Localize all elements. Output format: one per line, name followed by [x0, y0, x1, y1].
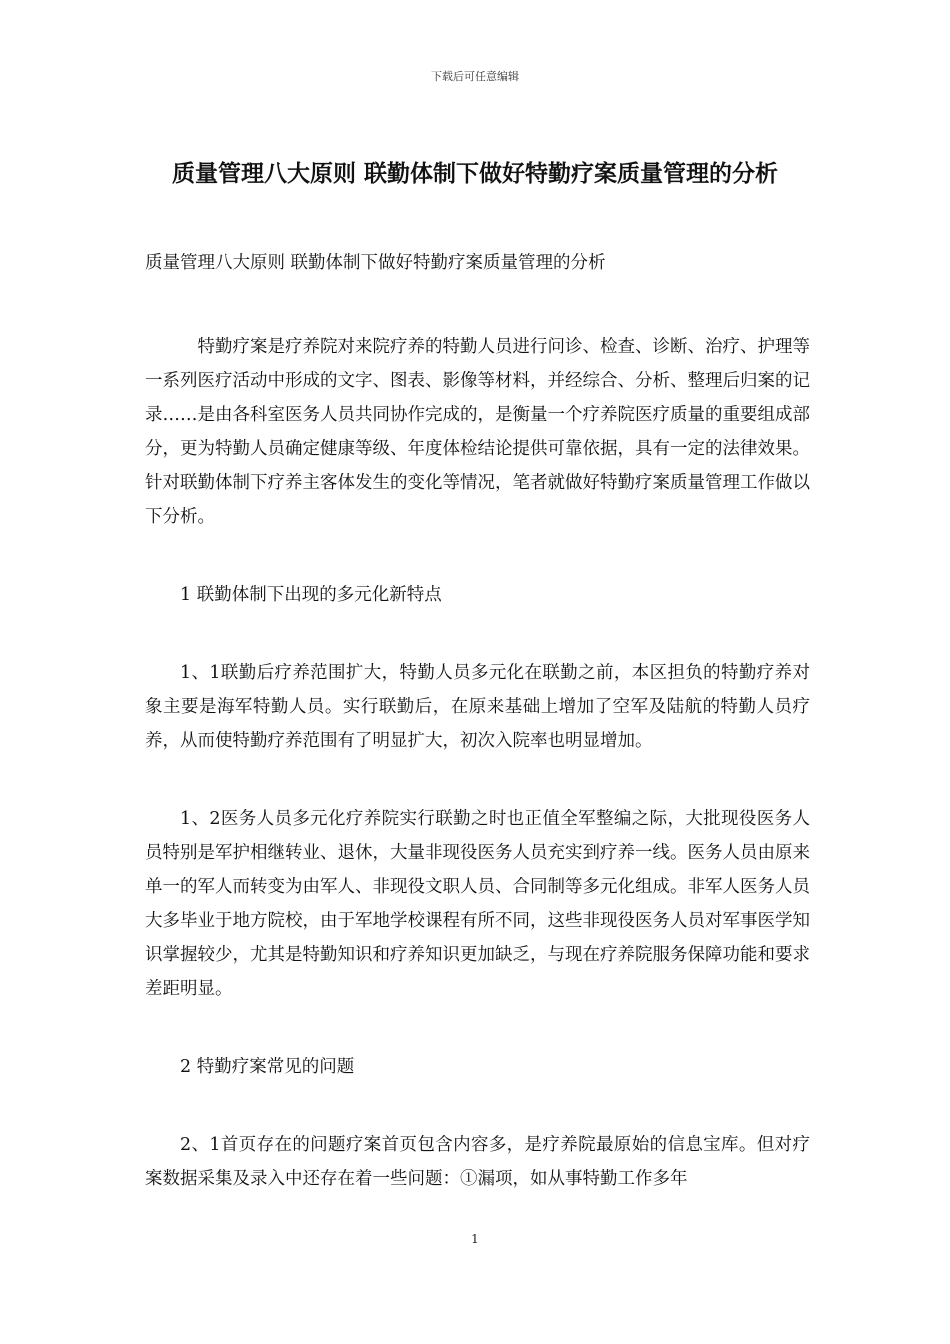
document-body	[145, 246, 810, 1196]
document-subtitle: 质量管理八大原则 联勤体制下做好特勤疗案质量管理的分析	[145, 253, 606, 273]
paragraph-2-1: 2、1首页存在的问题疗案首页包含内容多，是疗养院最原始的信息宝库。但对疗案数据采集及录入中还存在着一些问题：①漏项，如从事特勤工作多年	[145, 1135, 810, 1189]
page-number: 1	[471, 1232, 479, 1246]
section-heading-1: 1 联勤体制下出现的多元化新特点	[180, 585, 442, 605]
header-note: 下载后可任意编辑	[431, 70, 519, 83]
intro-paragraph: 特勤疗案是疗养院对来院疗养的特勤人员进行问诊、检查、诊断、治疗、护理等一系列医疗活动中形成的文字、图表、影像等材料，并经综合、分析、整理后归案的记录……是由各科室医务人员共同协作完成的，是衡量一个疗养院医疗质量的重要组成部分，更为特勤人员确定健康等级、年度体检结论提供可靠依据，具有一定的法律效果。针对联勤体制下疗养主客体发生的变化等情况，笔者就做好特勤疗案质量管理工作做以下分析。	[145, 337, 810, 527]
document-title: 质量管理八大原则 联勤体制下做好特勤疗案质量管理的分析	[171, 161, 778, 187]
paragraph-1-1: 1、1联勤后疗养范围扩大，特勤人员多元化在联勤之前，本区担负的特勤疗养对象主要是海军特勤人员。实行联勤后，在原来基础上增加了空军及陆航的特勤人员疗养，从而使特勤疗养范围有了明显扩大，初次入院率也明显增加。	[145, 663, 810, 751]
section-heading-2: 2 特勤疗案常见的问题	[180, 1057, 355, 1077]
paragraph-1-2: 1、2医务人员多元化疗养院实行联勤之时也正值全军整编之际，大批现役医务人员特别是军护相继转业、退休，大量非现役医务人员充实到疗养一线。医务人员由原来单一的军人而转变为由军人、非现役文职人员、合同制等多元化组成。非军人医务人员大多毕业于地方院校，由于军地学校课程有所不同，这些非现役医务人员对军事医学知识掌握较少，尤其是特勤知识和疗养知识更加缺乏，与现在疗养院服务保障功能和要求差距明显。	[145, 809, 810, 999]
